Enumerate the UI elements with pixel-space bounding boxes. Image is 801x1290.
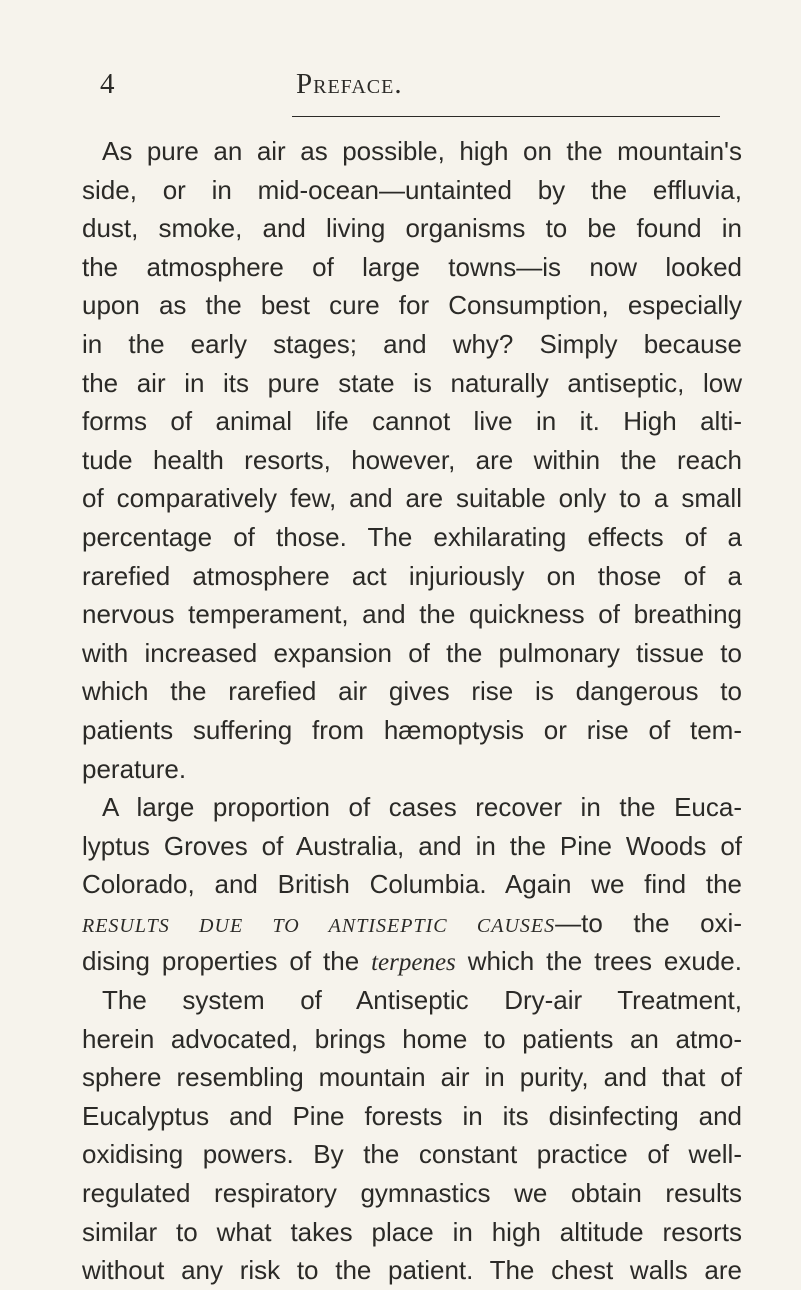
text-fragment: dising properties of the (82, 946, 372, 977)
text-line: in the early stages; and why? Simply because (82, 328, 742, 359)
text-line: side, or in mid-ocean—untainted by the effluvia, (82, 174, 742, 205)
text-line: regulated respiratory gymnastics we obtain results (82, 1178, 742, 1209)
text-line: dust, smoke, and living organisms to be found in (82, 213, 742, 244)
text-line: A large proportion of cases recover in the Euca- (102, 792, 742, 823)
text-line: similar to what takes place in high altitude resorts (82, 1216, 742, 1247)
text-line: rarefied atmosphere act injuriously on those of a (82, 560, 742, 591)
running-head: Preface. (296, 68, 403, 100)
text-line: Colorado, and British Columbia. Again we find the (82, 869, 742, 900)
body-text (82, 132, 742, 1290)
text-line: herein advocated, brings home to patients an atmo- (82, 1023, 742, 1054)
page-header (0, 62, 801, 106)
text-line: which the rarefied air gives rise is dangerous to (82, 676, 742, 707)
text-line: lyptus Groves of Australia, and in the Pine Woods of (82, 830, 742, 861)
italic-caps-phrase: RESULTS DUE TO ANTISEPTIC CAUSES (82, 914, 556, 937)
page-number: 4 (100, 68, 115, 100)
text-line: with increased expansion of the pulmonary tissue to (82, 637, 742, 668)
text-line: the atmosphere of large towns—is now looked (82, 251, 742, 282)
text-line: percentage of those. The exhilarating effects of a (82, 521, 742, 552)
text-fragment: —to the oxi- (555, 907, 742, 938)
header-rule (292, 116, 720, 117)
text-line: forms of animal life cannot live in it. High alti- (82, 406, 742, 437)
text-line: perature. (82, 753, 187, 784)
text-line: without any risk to the patient. The chest walls are (82, 1255, 742, 1286)
text-line: The system of Antiseptic Dry-air Treatment, (102, 985, 742, 1016)
text-fragment: which the trees exude. (455, 946, 742, 977)
text-line: of comparatively few, and are suitable only to a small (82, 483, 742, 514)
text-line: tude health resorts, however, are within the reach (82, 444, 742, 475)
text-line: Eucalyptus and Pine forests in its disinfecting and (82, 1100, 742, 1131)
text-line: nervous temperament, and the quickness of breathing (82, 599, 742, 630)
text-line: patients suffering from hæmoptysis or rise of tem- (82, 714, 742, 745)
text-line: As pure an air as possible, high on the mountain's (102, 136, 742, 166)
text-line: the air in its pure state is naturally antiseptic, low (82, 367, 742, 398)
italic-term: terpenes (371, 949, 456, 977)
text-line-mixed (82, 942, 742, 981)
text-line-mixed (82, 904, 742, 943)
text-line: oxidising powers. By the constant practice of well- (82, 1139, 742, 1170)
text-line: sphere resembling mountain air in purity, and that of (82, 1062, 742, 1093)
text-line: upon as the best cure for Consumption, especially (82, 290, 742, 321)
